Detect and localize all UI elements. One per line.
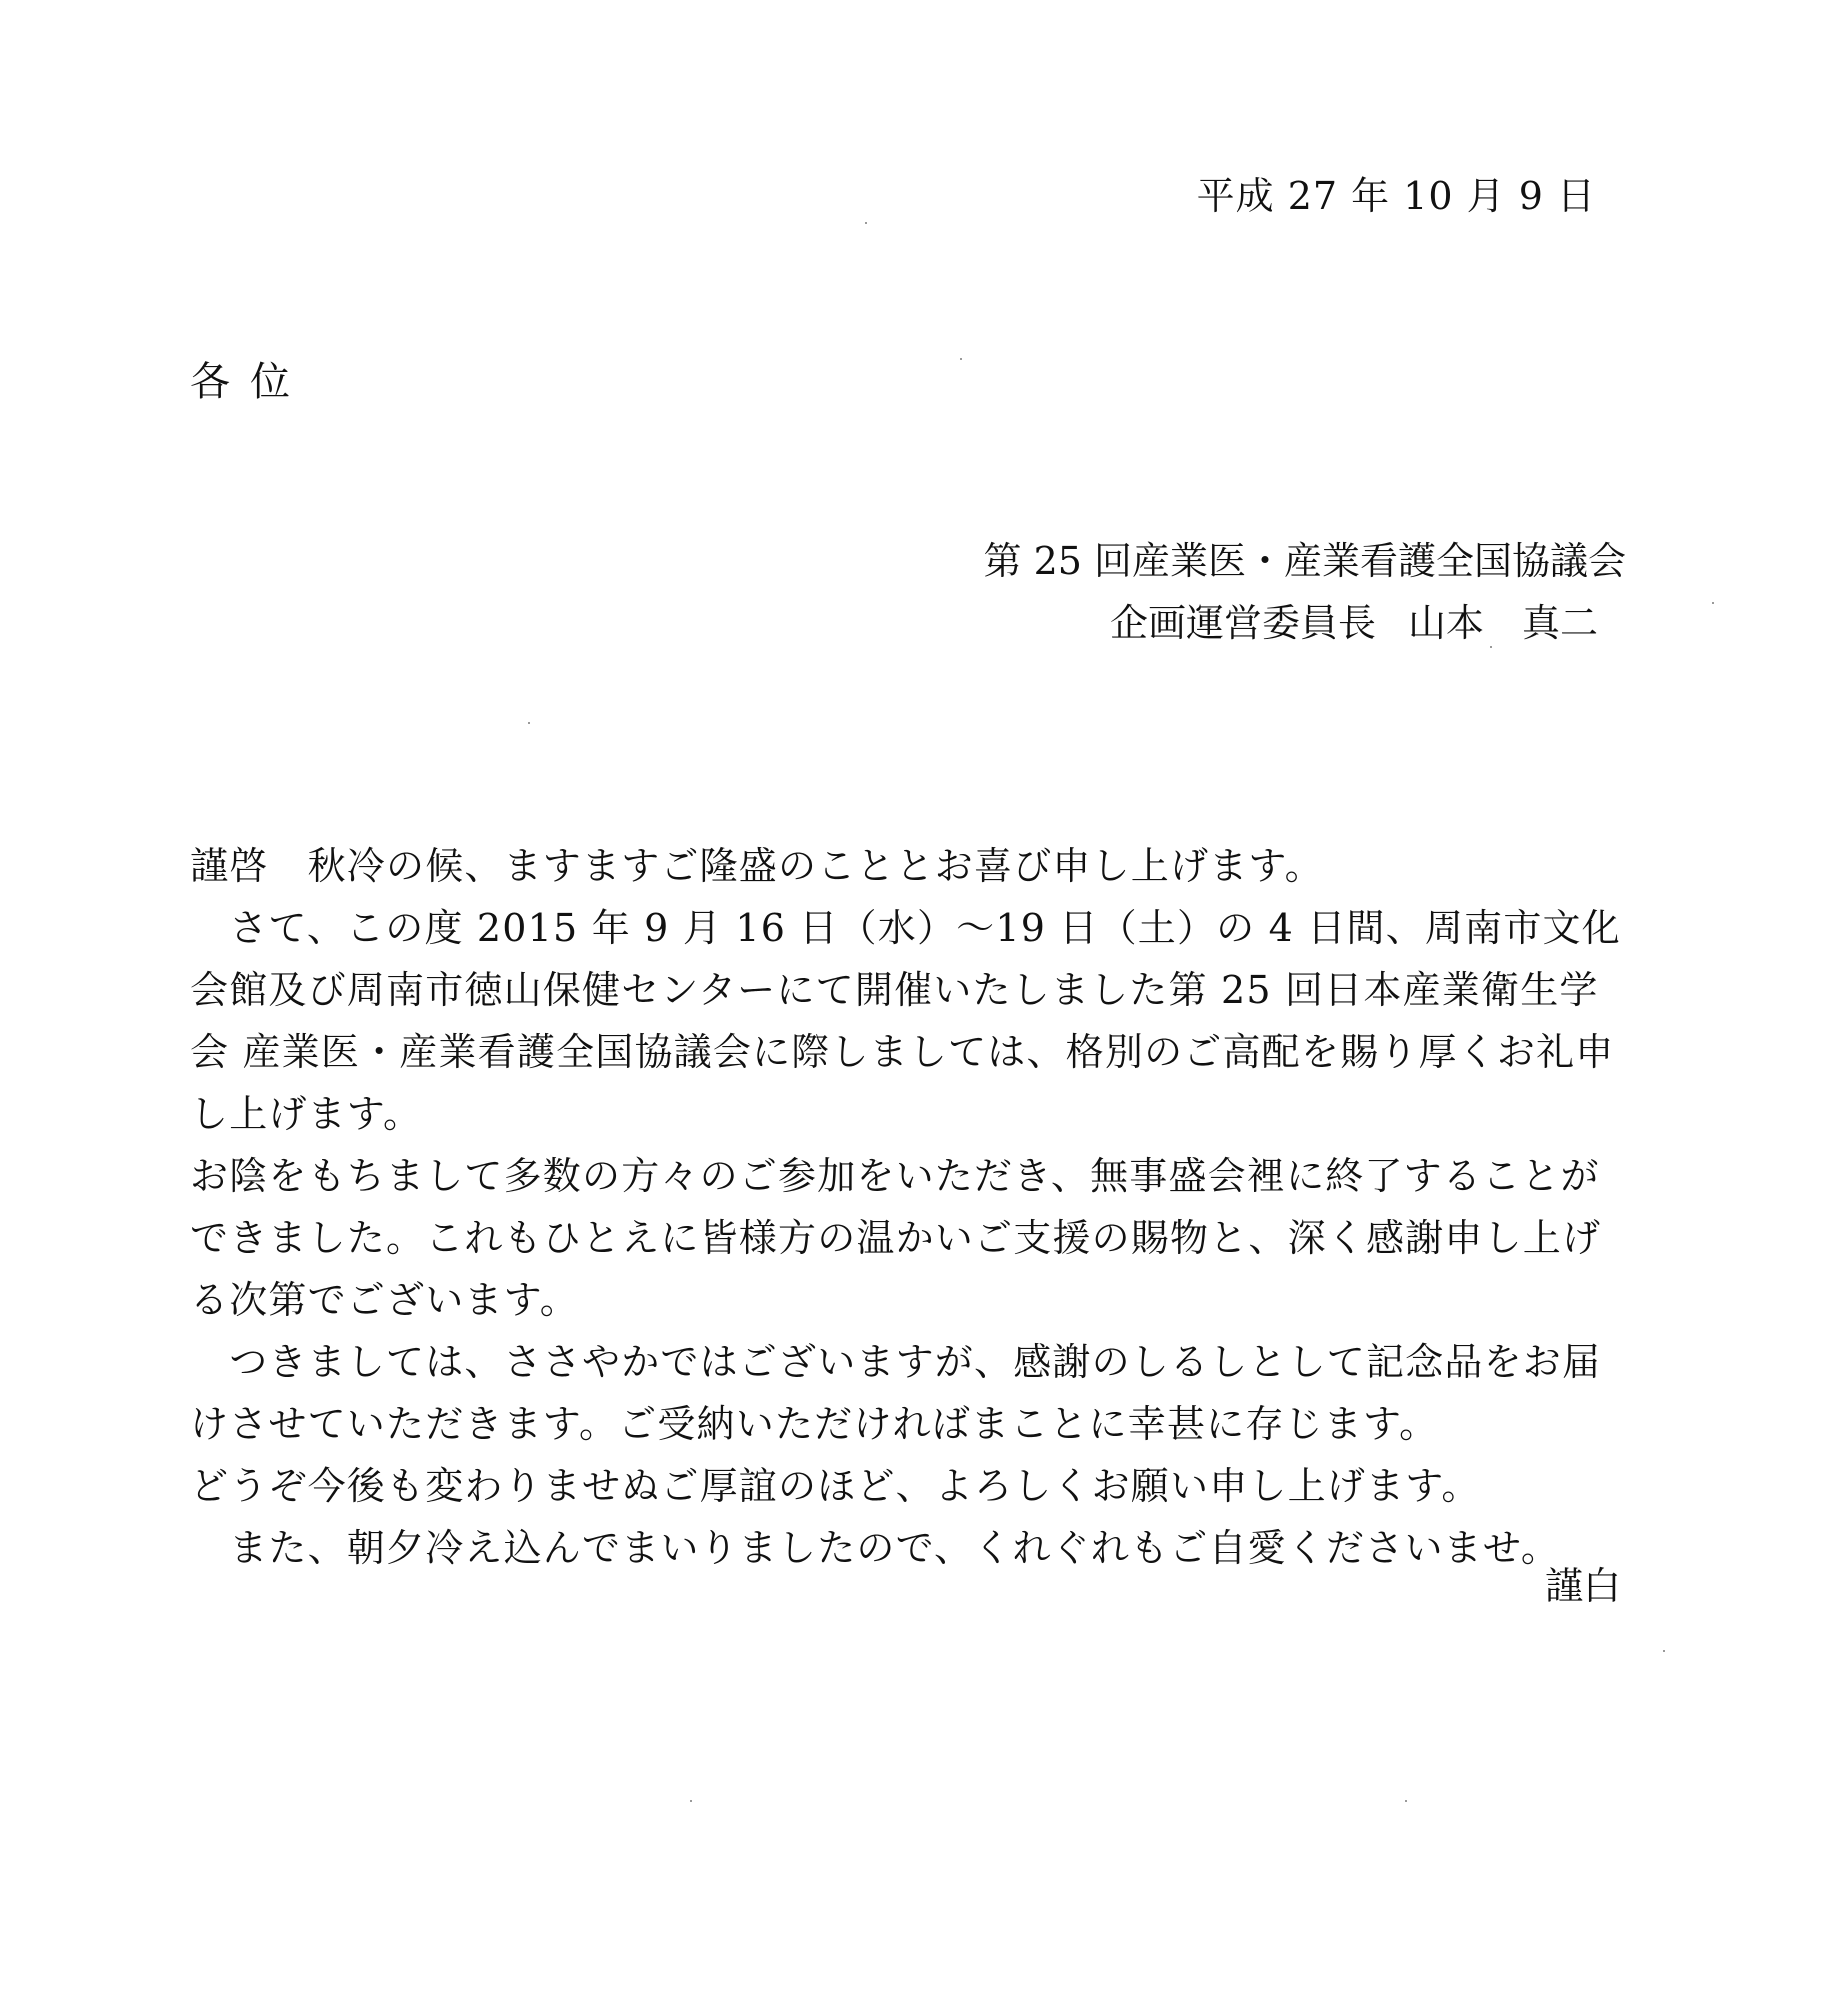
scan-speck [690,1800,692,1802]
sender-title: 企画運営委員長 [1109,601,1376,645]
letter-date: 平成 27 年 10 月 9 日 [1196,174,1596,218]
scan-speck [528,722,530,724]
paragraph-gift: つきましては、ささやかではございますが、感謝のしるしとして記念品をお届けさせていただきます。ご受納いただければまことに幸甚に存じます。 [190,1340,1602,1446]
paragraph-thanks: さて、この度 2015 年 9 月 16 日（水）～19 日（土）の 4 日間、周南市文化会館及び周南市徳山保健センターにて開催いたしました第 25 回日本産業衛生学会 産業医・産業看護全国協議会に際しましては、格別のご高配を賜り厚くお礼申し上げます。 [190,906,1621,1136]
addressee: 各位 [190,359,310,405]
paragraph-wellwishes: また、朝夕冷え込んでまいりましたので、くれぐれもご自愛くださいませ。 [190,1526,1561,1570]
scan-speck [1663,1650,1665,1652]
closing-word: 謹白 [1544,1564,1621,1608]
letter-body [190,835,1630,1579]
scan-speck [1490,646,1492,648]
paragraph-greeting: 謹啓 秋冷の候、ますますご隆盛のこととお喜び申し上げます。 [190,844,1324,888]
sender-organization: 第 25 回産業医・産業看護全国協議会 [983,539,1626,583]
paragraph-request: どうぞ今後も変わりませぬご厚誼のほど、よろしくお願い申し上げます。 [190,1464,1481,1508]
scan-speck [1405,1800,1407,1802]
paragraph-success: お陰をもちまして多数の方々のご参加をいただき、無事盛会裡に終了することができました。これもひとえに皆様方の温かいご支援の賜物と、深く感謝申し上げる次第でございます。 [190,1154,1602,1322]
sender-person [983,592,1626,654]
scan-speck [960,358,962,360]
scan-speck [1712,602,1714,604]
sender-block [983,530,1626,654]
scan-speck [865,222,867,224]
sender-name: 山本 真二 [1407,601,1598,645]
